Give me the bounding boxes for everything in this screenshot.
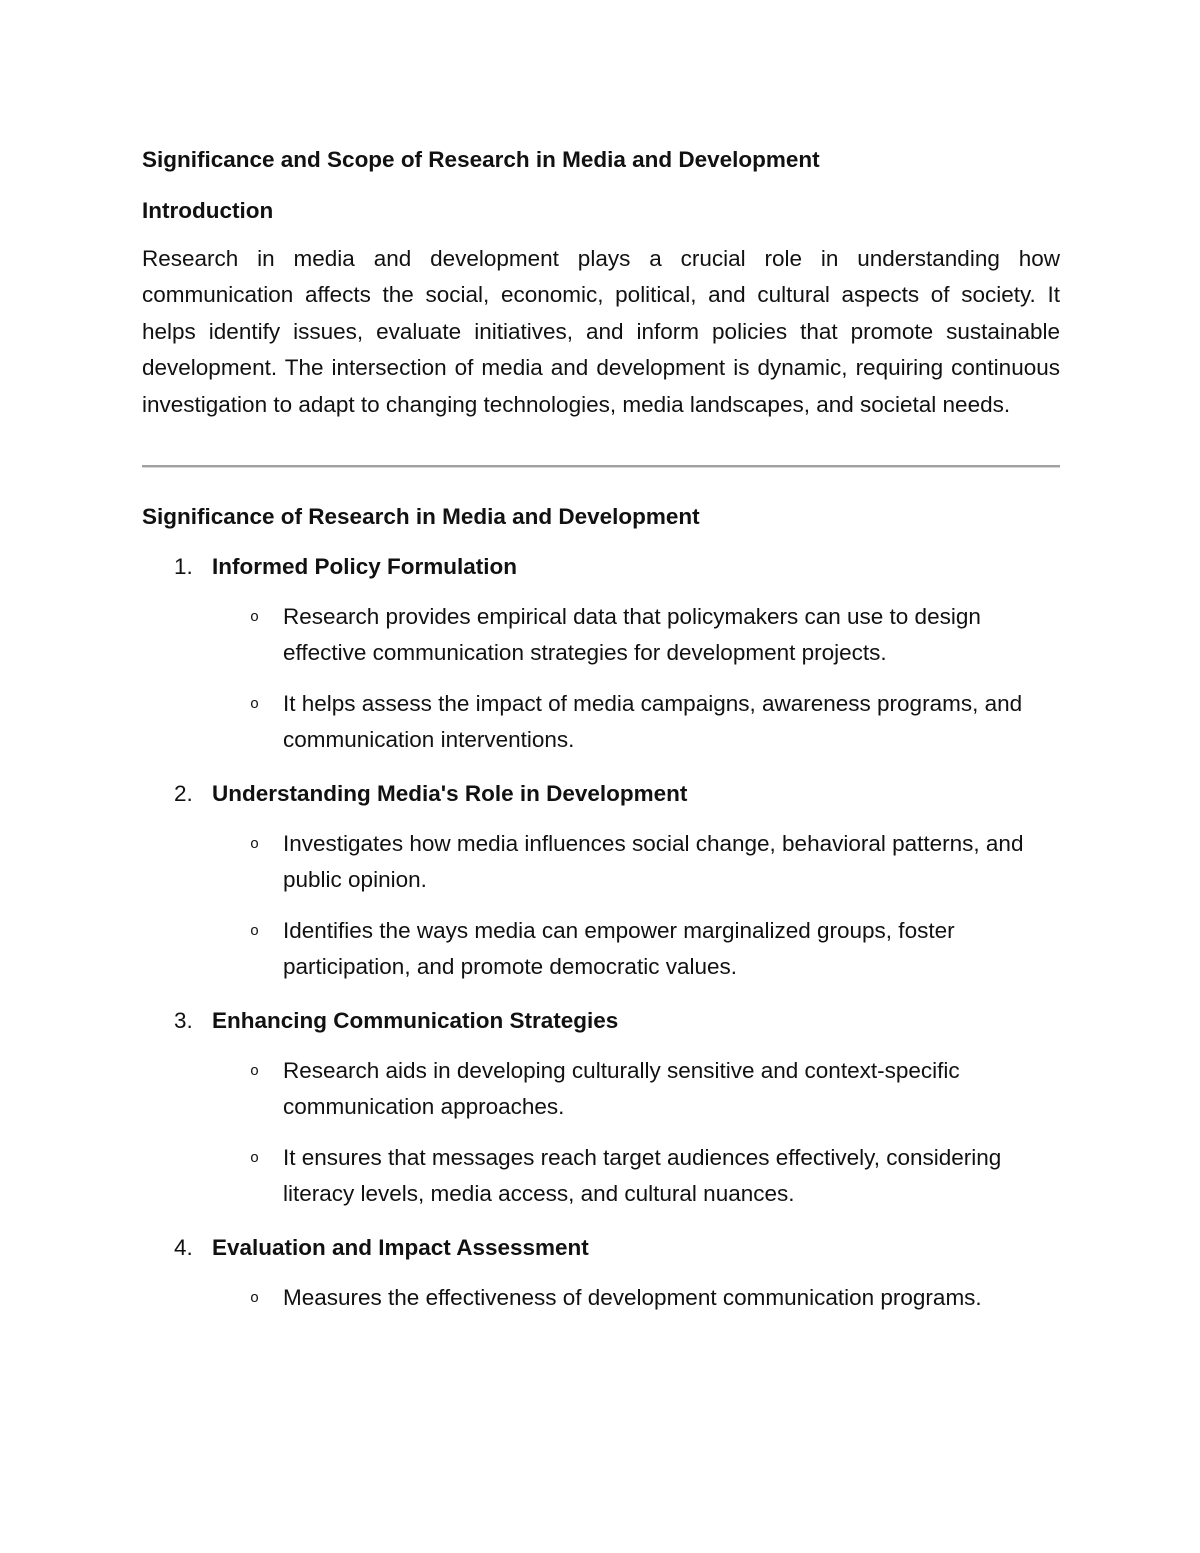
list-item-number: 3. — [174, 1008, 193, 1034]
bullet-circle-icon: o — [250, 1290, 260, 1308]
sub-bullet-text: It helps assess the impact of media campaigns, awareness programs, and communication interventions. — [283, 691, 1023, 753]
significance-heading: Significance of Research in Media and Development — [142, 504, 700, 530]
list-item — [142, 548, 1060, 758]
sub-bullet — [212, 826, 1060, 898]
horizontal-divider — [142, 465, 1060, 468]
list-item-title: Evaluation and Impact Assessment — [212, 1235, 589, 1261]
significance-list — [142, 548, 1060, 1316]
list-item — [142, 1002, 1060, 1212]
bullet-circle-icon: o — [250, 1150, 260, 1168]
bullet-circle-icon: o — [250, 836, 260, 854]
document-title: Significance and Scope of Research in Media and Development — [142, 147, 820, 172]
introduction-heading: Introduction — [142, 198, 274, 223]
sub-bullet — [212, 1280, 1060, 1316]
bullet-circle-icon: o — [250, 609, 260, 627]
list-item-number: 4. — [174, 1235, 193, 1261]
sub-bullet — [212, 686, 1060, 758]
sub-bullet — [212, 1053, 1060, 1125]
list-item — [142, 1229, 1060, 1316]
sub-bullet-text: Investigates how media influences social change, behavioral patterns, and public opinion. — [283, 831, 1024, 893]
sub-bullet-text: Research provides empirical data that policymakers can use to design effective communication strategies for development projects. — [283, 604, 981, 666]
sub-bullet — [212, 599, 1060, 671]
sub-bullet-text: Research aids in developing culturally sensitive and context-specific communication approaches. — [283, 1058, 960, 1120]
list-item-title: Informed Policy Formulation — [212, 554, 518, 580]
list-item-number: 2. — [174, 781, 193, 807]
document-body — [142, 141, 1060, 1333]
sub-bullet-text: Identifies the ways media can empower marginalized groups, foster participation, and promote democratic values. — [283, 918, 955, 980]
sub-bullet — [212, 1140, 1060, 1212]
list-item — [142, 775, 1060, 985]
bullet-circle-icon: o — [250, 696, 260, 714]
bullet-circle-icon: o — [250, 1063, 260, 1081]
sub-bullet-text: It ensures that messages reach target audiences effectively, considering literacy levels, media access, and cultural nuances. — [283, 1145, 1002, 1207]
sub-bullet — [212, 913, 1060, 985]
introduction-paragraph: Research in media and development plays a crucial role in understanding how communication affects the social, economic, political, and cultural aspects of society. It helps identify issues, evaluate initiatives, and inform policies that promote sustainable development. The intersection of media and development is dynamic, requiring continuous investigation to adapt to changing technologies, media landscapes, and societal needs. — [142, 246, 1060, 417]
list-item-number: 1. — [174, 554, 193, 580]
list-item-title: Enhancing Communication Strategies — [212, 1008, 619, 1034]
sub-bullet-text: Measures the effectiveness of development communication programs. — [283, 1285, 982, 1311]
bullet-circle-icon: o — [250, 923, 260, 941]
list-item-title: Understanding Media's Role in Development — [212, 781, 688, 807]
